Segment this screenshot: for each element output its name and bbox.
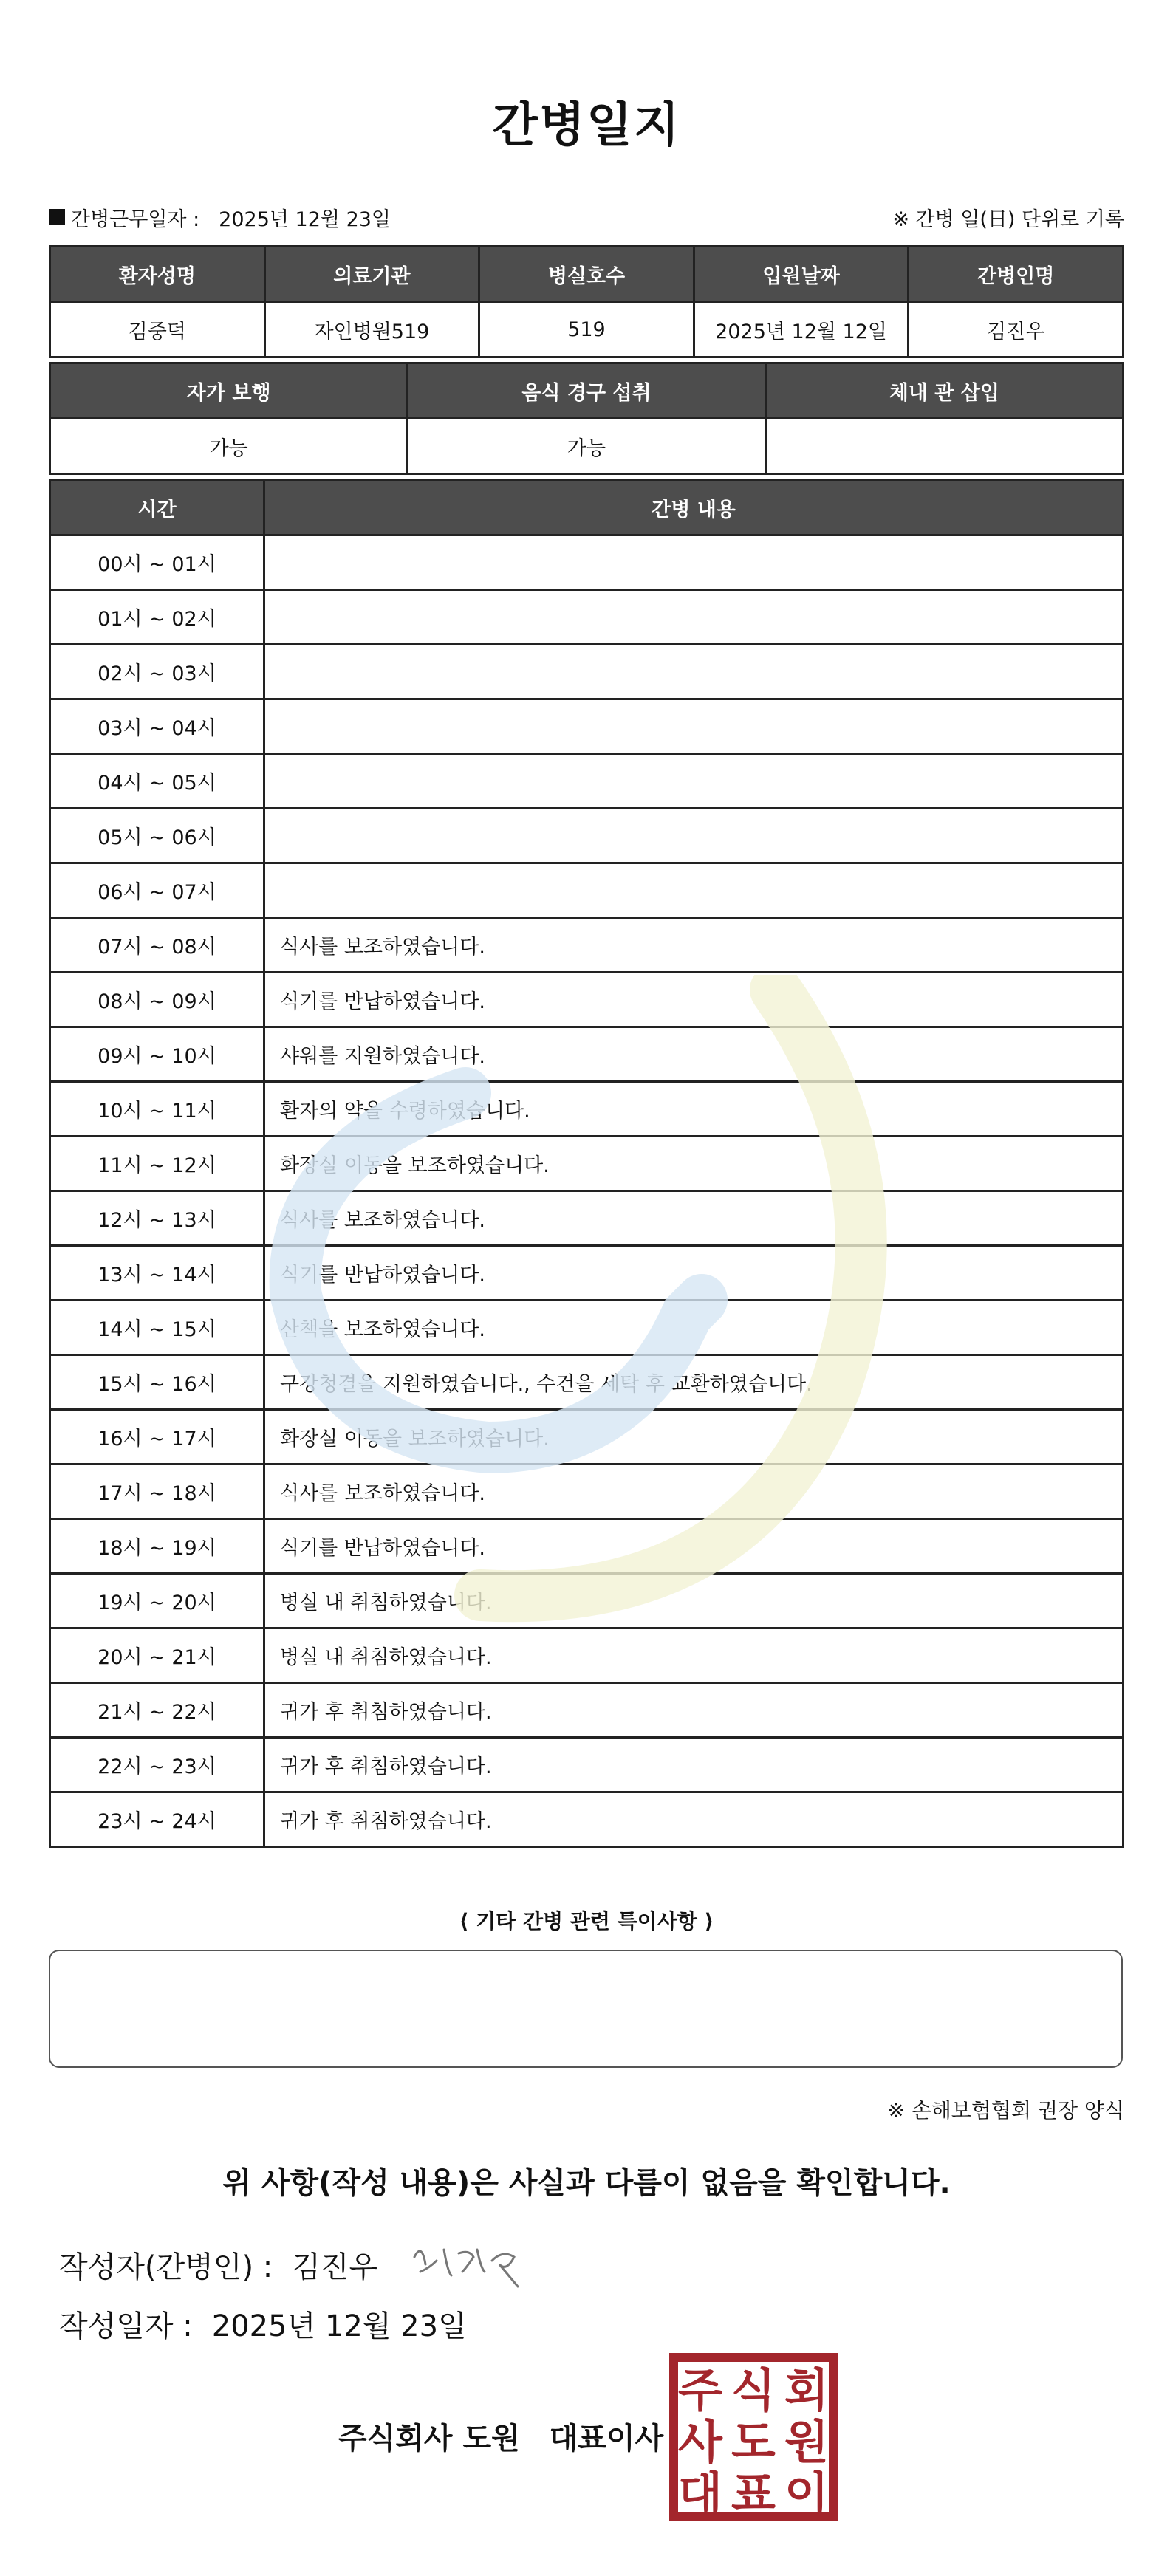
time-cell: 09시 ~ 10시: [50, 1027, 264, 1082]
care-content-cell: 식기를 반납하였습니다.: [264, 1519, 1124, 1574]
time-cell: 12시 ~ 13시: [50, 1191, 264, 1246]
table-row: [50, 754, 1124, 809]
care-content-cell: [264, 699, 1124, 754]
work-date-label: 간병근무일자 :: [71, 208, 200, 231]
table-row: [50, 645, 1124, 699]
patient-name: 김중덕: [50, 302, 265, 357]
care-content-cell: 샤워를 지원하였습니다.: [264, 1027, 1124, 1082]
writer-row: [59, 2235, 533, 2294]
oral-intake-value: 가능: [408, 419, 765, 474]
table-row: [50, 973, 1124, 1027]
table-row: [50, 918, 1124, 973]
care-content-cell: 식사를 보조하였습니다.: [264, 1465, 1124, 1519]
time-cell: 01시 ~ 02시: [50, 590, 264, 645]
table-row: [50, 1355, 1124, 1410]
company-row: [338, 2415, 663, 2457]
header-oral-intake: 음식 경구 섭취: [408, 363, 765, 419]
care-content-cell: [264, 535, 1124, 590]
page-title: 간병일지: [492, 98, 681, 153]
time-cell: 03시 ~ 04시: [50, 699, 264, 754]
time-cell: 00시 ~ 01시: [50, 535, 264, 590]
seal-character: 이: [784, 2467, 829, 2521]
work-date-value: 2025년 12월 23일: [219, 208, 391, 231]
company-seal: [669, 2353, 838, 2521]
time-cell: 20시 ~ 21시: [50, 1628, 264, 1683]
header-care-content: 간병 내용: [264, 480, 1124, 535]
care-content-cell: [264, 590, 1124, 645]
table-row: [50, 1465, 1124, 1519]
table-row: [50, 1082, 1124, 1137]
work-date-group: [49, 203, 391, 232]
seal-character: 도: [731, 2415, 776, 2469]
time-cell: 04시 ~ 05시: [50, 754, 264, 809]
table-row: [50, 1792, 1124, 1847]
header-admission-date: 입원날짜: [694, 247, 909, 302]
table-row: [50, 590, 1124, 645]
seal-character: 원: [784, 2415, 829, 2469]
time-cell: 14시 ~ 15시: [50, 1301, 264, 1355]
remarks-title: ⟨ 기타 간병 관련 특이사항 ⟩: [459, 1909, 714, 1933]
care-content-cell: 식사를 보조하였습니다.: [264, 1191, 1124, 1246]
remarks-box: [49, 1950, 1123, 2068]
seal-character: 대: [678, 2467, 722, 2521]
table-row: [50, 809, 1124, 863]
table-row: [50, 863, 1124, 918]
time-cell: 10시 ~ 11시: [50, 1082, 264, 1137]
care-content-cell: 귀가 후 취침하였습니다.: [264, 1738, 1124, 1792]
care-content-cell: [264, 863, 1124, 918]
time-cell: 07시 ~ 08시: [50, 918, 264, 973]
company-name: 주식회사 도원: [338, 2422, 520, 2456]
time-cell: 22시 ~ 23시: [50, 1738, 264, 1792]
time-cell: 05시 ~ 06시: [50, 809, 264, 863]
time-cell: 21시 ~ 22시: [50, 1683, 264, 1738]
care-content-cell: 병실 내 취침하였습니다.: [264, 1574, 1124, 1628]
written-date-value: 2025년 12월 23일: [211, 2309, 467, 2343]
care-log-table: [49, 479, 1124, 1848]
company-representative: 대표이사: [549, 2422, 664, 2456]
care-content-cell: 병실 내 취침하였습니다.: [264, 1628, 1124, 1683]
header-time: 시간: [50, 480, 264, 535]
header-patient-name: 환자성명: [50, 247, 265, 302]
time-cell: 16시 ~ 17시: [50, 1410, 264, 1465]
table-row: [50, 1027, 1124, 1082]
table-row: [50, 1683, 1124, 1738]
table-row: [50, 1301, 1124, 1355]
care-content-cell: [264, 754, 1124, 809]
room-number: 519: [479, 302, 694, 357]
care-content-cell: 화장실 이동을 보조하였습니다.: [264, 1137, 1124, 1191]
hospital-name: 자인병원519: [264, 302, 479, 357]
table-row: [50, 1574, 1124, 1628]
seal-character: 회: [784, 2363, 829, 2417]
care-content-cell: 화장실 이동을 보조하였습니다.: [264, 1410, 1124, 1465]
caregiver-name: 김진우: [909, 302, 1124, 357]
care-content-cell: 환자의 약을 수령하였습니다.: [264, 1082, 1124, 1137]
seal-character: 사: [678, 2415, 722, 2469]
time-cell: 15시 ~ 16시: [50, 1355, 264, 1410]
self-walking-value: 가능: [50, 419, 408, 474]
written-date-row: [59, 2303, 467, 2345]
patient-info-table: [49, 245, 1124, 358]
care-content-cell: 식기를 반납하였습니다.: [264, 973, 1124, 1027]
care-content-cell: 귀가 후 취침하였습니다.: [264, 1683, 1124, 1738]
tube-insertion-value: [765, 419, 1123, 474]
work-date-row: [49, 204, 1124, 230]
time-cell: 19시 ~ 20시: [50, 1574, 264, 1628]
time-cell: 17시 ~ 18시: [50, 1465, 264, 1519]
written-date-label: 작성일자 :: [59, 2309, 193, 2343]
writer-name: 김진우: [292, 2250, 378, 2284]
time-cell: 08시 ~ 09시: [50, 973, 264, 1027]
header-room-number: 병실호수: [479, 247, 694, 302]
table-row: [50, 1246, 1124, 1301]
table-row: [50, 1738, 1124, 1792]
care-content-cell: [264, 809, 1124, 863]
care-content-cell: 식기를 반납하였습니다.: [264, 1246, 1124, 1301]
time-cell: 23시 ~ 24시: [50, 1792, 264, 1847]
seal-character: 표: [731, 2467, 776, 2521]
header-tube-insertion: 체내 관 삽입: [765, 363, 1123, 419]
writer-label: 작성자(간병인) :: [59, 2250, 273, 2284]
table-row: [50, 699, 1124, 754]
care-content-cell: 산책을 보조하였습니다.: [264, 1301, 1124, 1355]
care-content-cell: 귀가 후 취침하였습니다.: [264, 1792, 1124, 1847]
header-self-walking: 자가 보행: [50, 363, 408, 419]
care-content-cell: 식사를 보조하였습니다.: [264, 918, 1124, 973]
daily-record-note: ※ 간병 일(日) 단위로 기록: [892, 208, 1124, 231]
time-cell: 06시 ~ 07시: [50, 863, 264, 918]
patient-status-table: [49, 362, 1124, 475]
table-row: [50, 1191, 1124, 1246]
table-row: [50, 535, 1124, 590]
confirmation-statement: 위 사항(작성 내용)은 사실과 다름이 없음을 확인합니다.: [222, 2166, 951, 2200]
table-row: [50, 1410, 1124, 1465]
table-row: [50, 1519, 1124, 1574]
care-content-cell: 구강청결을 지원하였습니다., 수건을 세탁 후 교환하였습니다.: [264, 1355, 1124, 1410]
header-caregiver-name: 간병인명: [909, 247, 1124, 302]
recommended-form-note: ※ 손해보험협회 권장 양식: [887, 2098, 1124, 2123]
care-content-cell: [264, 645, 1124, 699]
time-cell: 11시 ~ 12시: [50, 1137, 264, 1191]
admission-date: 2025년 12월 12일: [694, 302, 909, 357]
table-row: [50, 1137, 1124, 1191]
table-row: [50, 1628, 1124, 1683]
time-cell: 18시 ~ 19시: [50, 1519, 264, 1574]
seal-character: 식: [731, 2363, 776, 2417]
header-hospital: 의료기관: [264, 247, 479, 302]
time-cell: 02시 ~ 03시: [50, 645, 264, 699]
time-cell: 13시 ~ 14시: [50, 1246, 264, 1301]
seal-character: 주: [678, 2363, 722, 2417]
signature: [407, 2235, 533, 2294]
black-square-icon: [49, 209, 65, 225]
